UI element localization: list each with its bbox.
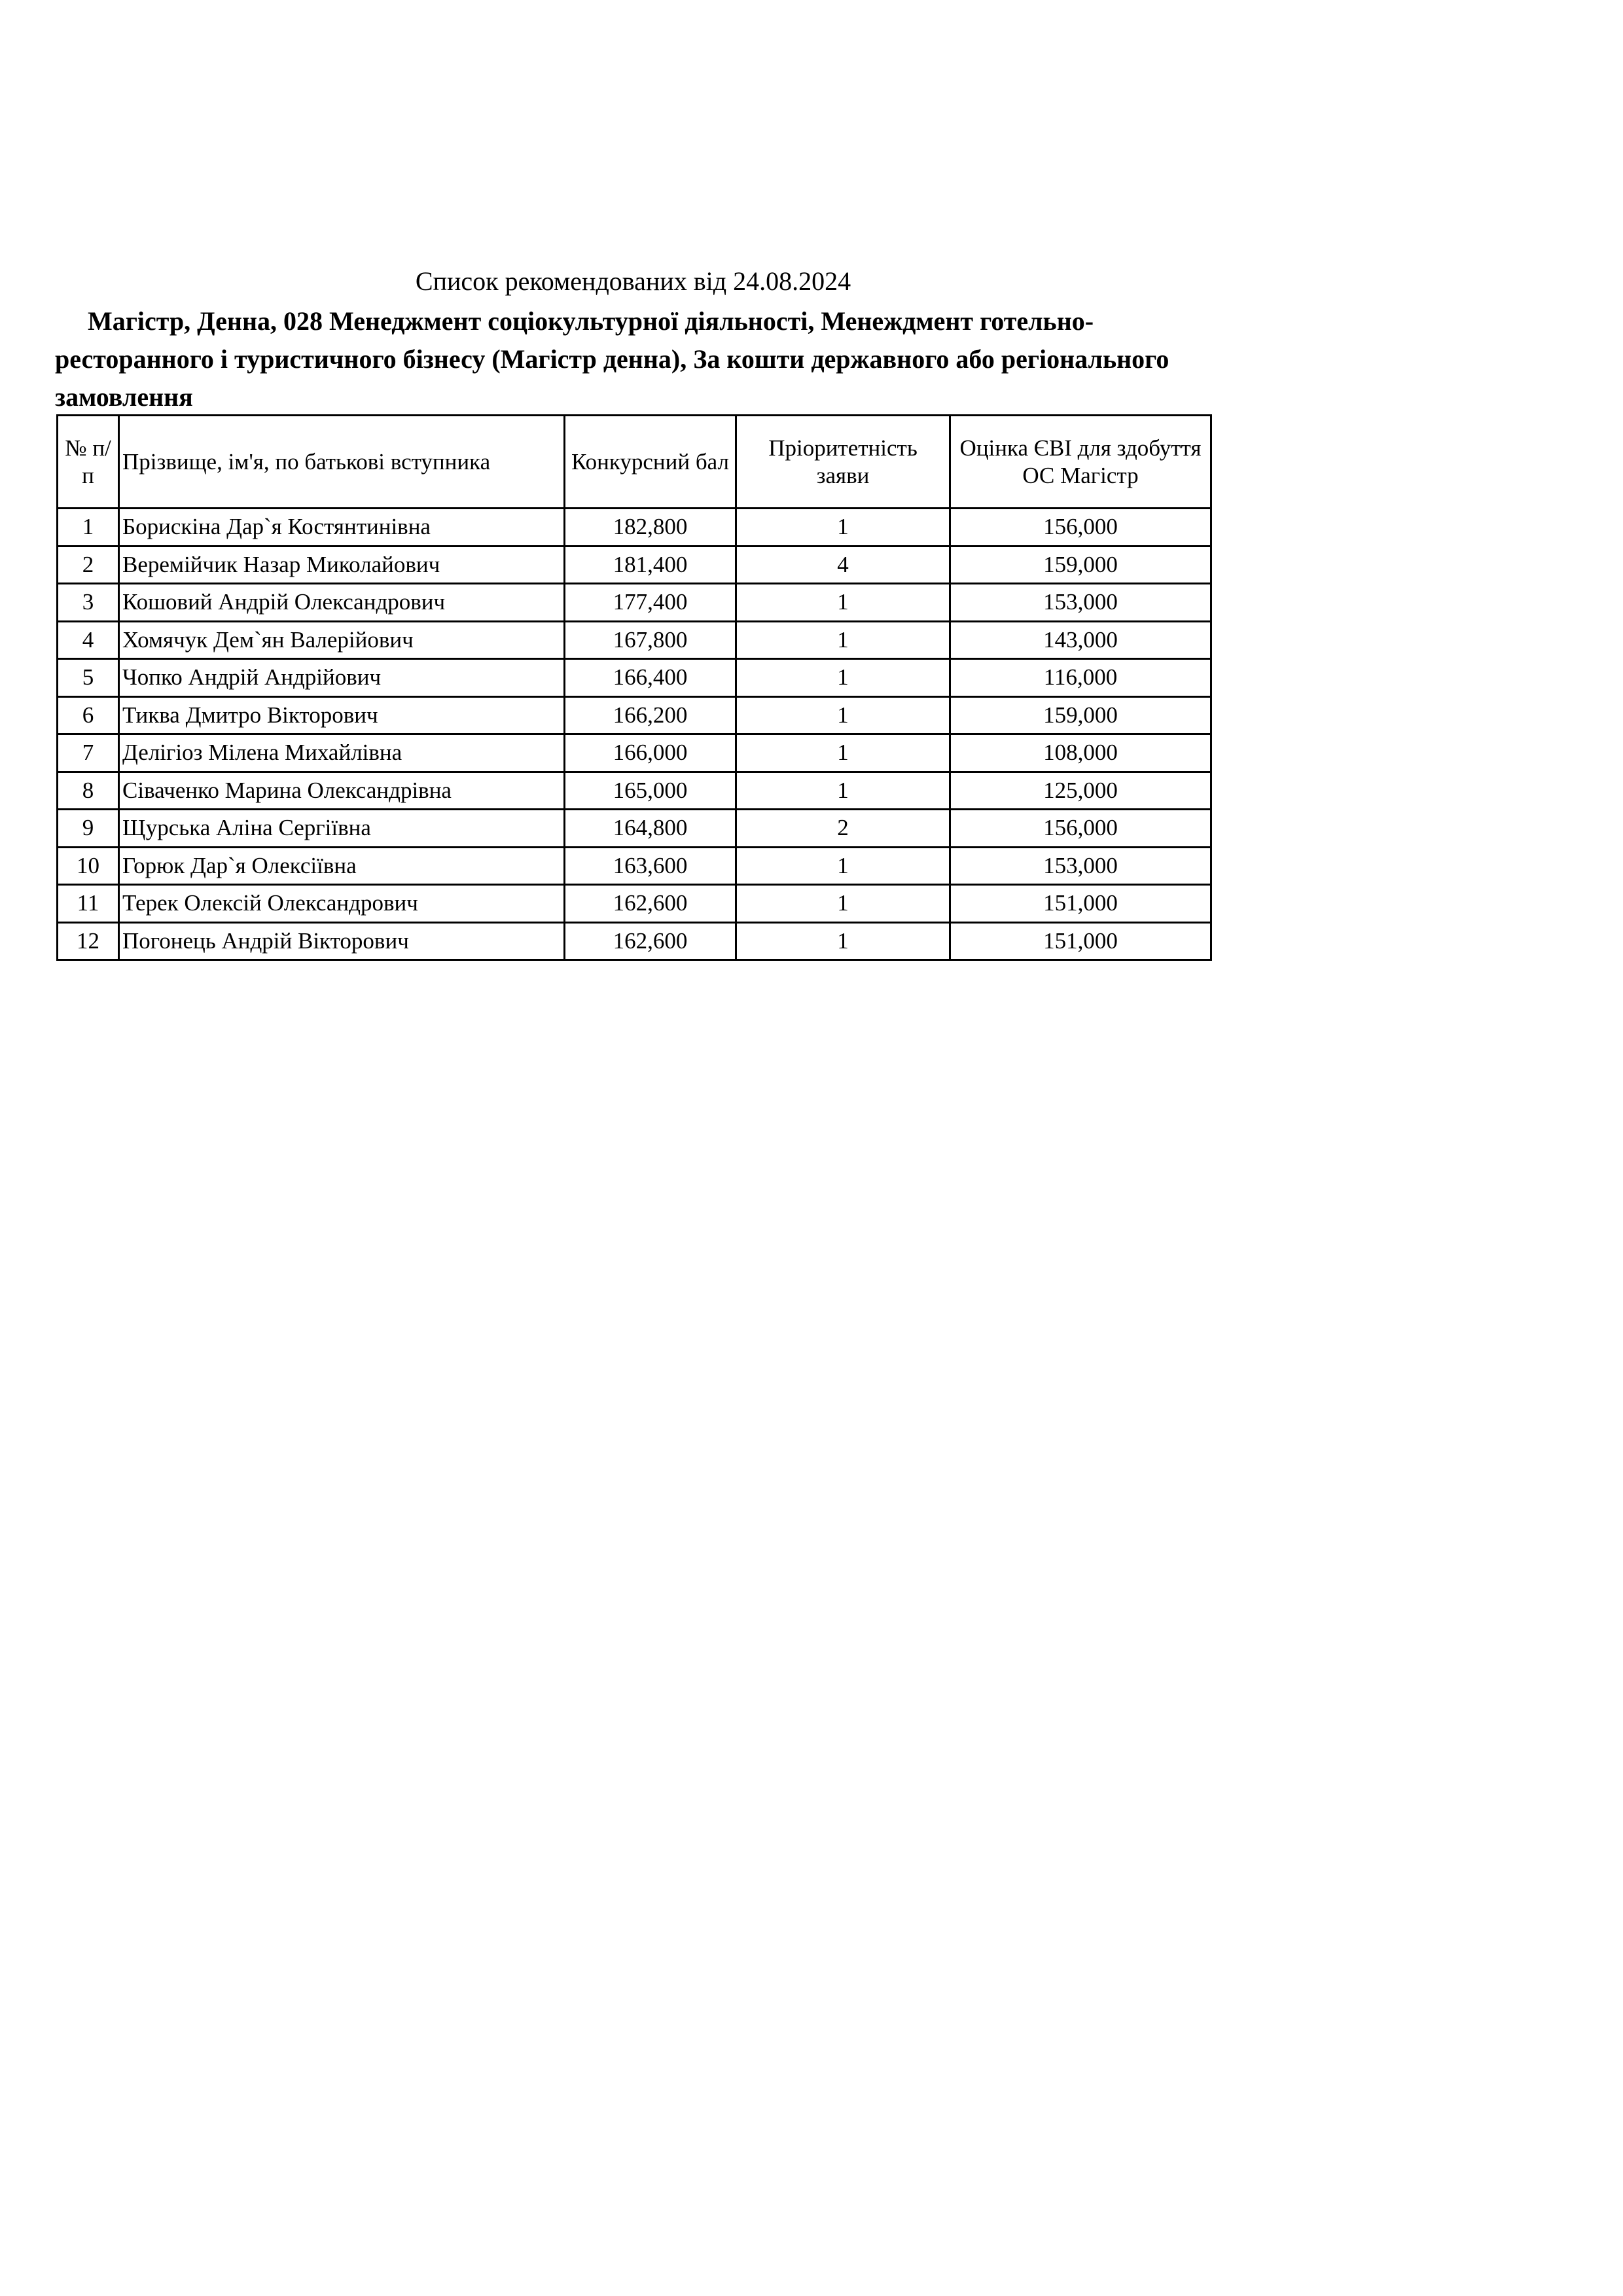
cell-number: 9 [58,810,119,848]
cell-number: 5 [58,659,119,697]
cell-priority: 1 [736,659,950,697]
cell-priority: 1 [736,772,950,810]
cell-priority: 2 [736,810,950,848]
table-row [58,621,1211,659]
cell-number: 6 [58,696,119,734]
cell-priority: 1 [736,734,950,772]
cell-competitive-score: 162,600 [565,885,736,923]
table-row [58,546,1211,584]
cell-evi-score: 143,000 [950,621,1211,659]
header-priority: Пріоритетність заяви [736,416,950,509]
cell-full-name: Хомячук Дем`ян Валерійович [119,621,565,659]
cell-competitive-score: 162,600 [565,922,736,960]
cell-competitive-score: 177,400 [565,584,736,622]
cell-competitive-score: 182,800 [565,509,736,547]
cell-full-name: Щурська Аліна Сергіївна [119,810,565,848]
cell-priority: 1 [736,584,950,622]
cell-full-name: Борискіна Дар`я Костянтинівна [119,509,565,547]
table-row [58,696,1211,734]
cell-number: 4 [58,621,119,659]
table-row [58,847,1211,885]
cell-number: 11 [58,885,119,923]
table-row [58,922,1211,960]
cell-priority: 1 [736,847,950,885]
cell-number: 8 [58,772,119,810]
header-full-name: Прізвище, ім'я, по батькові вступника [119,416,565,509]
cell-competitive-score: 164,800 [565,810,736,848]
cell-competitive-score: 165,000 [565,772,736,810]
cell-evi-score: 151,000 [950,922,1211,960]
header-number: № п/п [58,416,119,509]
cell-number: 1 [58,509,119,547]
cell-evi-score: 153,000 [950,584,1211,622]
cell-competitive-score: 163,600 [565,847,736,885]
cell-number: 10 [58,847,119,885]
cell-evi-score: 156,000 [950,509,1211,547]
cell-number: 2 [58,546,119,584]
recommended-applicants-table [56,414,1212,961]
cell-number: 12 [58,922,119,960]
cell-evi-score: 153,000 [950,847,1211,885]
program-description: Магістр, Денна, 028 Менеджмент соціокультурної діяльності, Менеждмент готельно-ресторанного і туристичного бізнесу (Магістр денна), За кошти державного або регіонального замовлення [55,306,1169,412]
cell-evi-score: 116,000 [950,659,1211,697]
cell-competitive-score: 181,400 [565,546,736,584]
cell-evi-score: 156,000 [950,810,1211,848]
cell-priority: 1 [736,696,950,734]
table-row [58,509,1211,547]
document-title: Список рекомендованих від 24.08.2024 [415,266,851,296]
cell-evi-score: 159,000 [950,546,1211,584]
cell-full-name: Веремійчик Назар Миколайович [119,546,565,584]
table-header-row [58,416,1211,509]
cell-competitive-score: 166,200 [565,696,736,734]
cell-number: 7 [58,734,119,772]
cell-full-name: Тиква Дмитро Вікторович [119,696,565,734]
cell-evi-score: 151,000 [950,885,1211,923]
cell-full-name: Погонець Андрій Вікторович [119,922,565,960]
cell-full-name: Горюк Дар`я Олексіївна [119,847,565,885]
cell-priority: 1 [736,922,950,960]
table-row [58,659,1211,697]
cell-full-name: Кошовий Андрій Олександрович [119,584,565,622]
cell-full-name: Сіваченко Марина Олександрівна [119,772,565,810]
table-row [58,772,1211,810]
cell-competitive-score: 167,800 [565,621,736,659]
cell-evi-score: 159,000 [950,696,1211,734]
cell-full-name: Делігіоз Мілена Михайлівна [119,734,565,772]
cell-priority: 1 [736,885,950,923]
cell-priority: 4 [736,546,950,584]
cell-competitive-score: 166,400 [565,659,736,697]
cell-priority: 1 [736,509,950,547]
cell-competitive-score: 166,000 [565,734,736,772]
table-row [58,734,1211,772]
header-evi-score: Оцінка ЄВІ для здобуття ОС Магістр [950,416,1211,509]
cell-priority: 1 [736,621,950,659]
cell-full-name: Чопко Андрій Андрійович [119,659,565,697]
table-row [58,810,1211,848]
cell-evi-score: 125,000 [950,772,1211,810]
cell-number: 3 [58,584,119,622]
cell-evi-score: 108,000 [950,734,1211,772]
table-row [58,885,1211,923]
table-row [58,584,1211,622]
header-competitive-score: Конкурсний бал [565,416,736,509]
cell-full-name: Терек Олексій Олександрович [119,885,565,923]
